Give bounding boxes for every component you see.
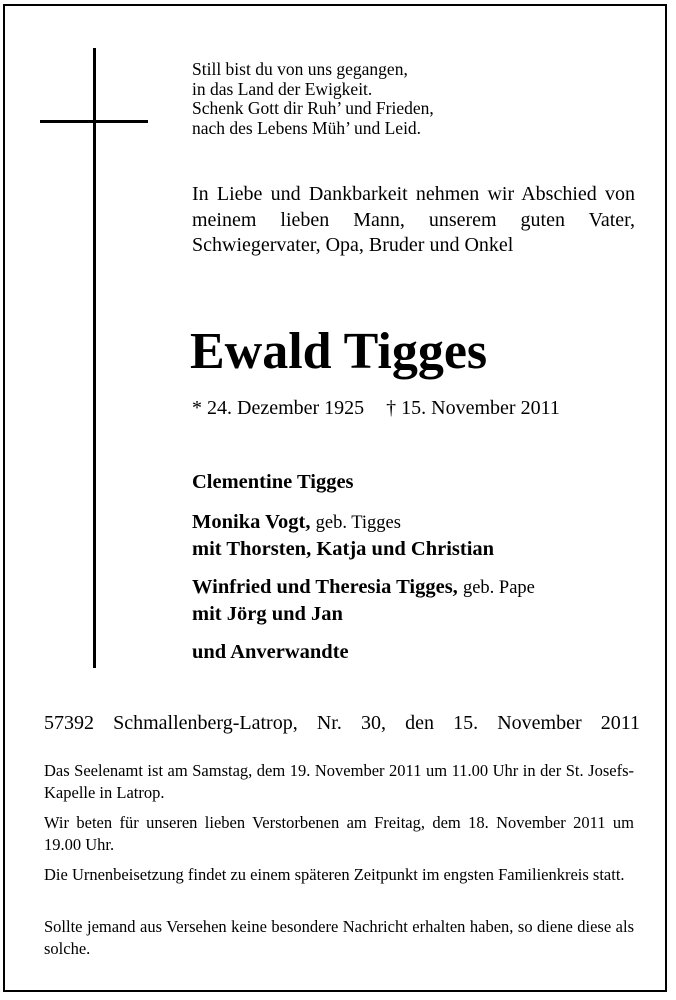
notice-paragraph: Die Urnenbeisetzung findet zu einem späteren Zeitpunkt im engsten Familienkreis statt. [44, 865, 625, 884]
birth-date: * 24. Dezember 1925 [192, 397, 365, 419]
mourner-name: Winfried und Theresia Tigges, [192, 576, 458, 598]
mourner-line [192, 574, 535, 601]
deceased-name: Ewald Tigges [190, 323, 488, 380]
notice-paragraph: Sollte jemand aus Versehen keine besondere Nachricht erhalten haben, so diene diese als solche. [44, 917, 634, 958]
mourner-line: mit Thorsten, Katja und Christian [192, 538, 495, 560]
poem-line: Schenk Gott dir Ruh’ und Frieden, [192, 98, 434, 118]
notice-paragraph: Wir beten für unseren lieben Verstorbenen am Freitag, dem 18. November 2011 um 19.00 Uhr. [44, 813, 634, 854]
poem-line: in das Land der Ewigkeit. [192, 78, 373, 99]
mourner-line: und Anverwandte [192, 641, 349, 663]
poem-line: Still bist du von uns gegangen, [192, 59, 408, 79]
poem-line: nach des Lebens Müh’ und Leid. [192, 117, 422, 138]
mourner-line [192, 509, 401, 536]
mourner-line: Clementine Tigges [192, 471, 354, 493]
intro-text: In Liebe und Dankbarkeit nehmen wir Abschied von meinem lieben Mann, unserem guten Vater, Schwiegervater, Opa, Bruder und Onkel [192, 183, 635, 256]
cross-vertical-bar [93, 48, 96, 668]
address-line: 57392 Schmallenberg-Latrop, Nr. 30, den 15. November 2011 [44, 712, 640, 734]
mourner-name: Monika Vogt, [192, 511, 311, 533]
poem [192, 60, 434, 138]
life-dates [192, 395, 560, 421]
cross-horizontal-bar [40, 120, 148, 123]
mourner-note: geb. Pape [462, 578, 535, 598]
mourner-line: mit Jörg und Jan [192, 603, 343, 625]
notice-paragraph: Das Seelenamt ist am Samstag, dem 19. November 2011 um 11.00 Uhr in der St. Josefs-Kapelle in Latrop. [44, 761, 634, 802]
mourner-note: geb. Tigges [315, 513, 401, 533]
death-date: † 15. November 2011 [386, 397, 560, 419]
